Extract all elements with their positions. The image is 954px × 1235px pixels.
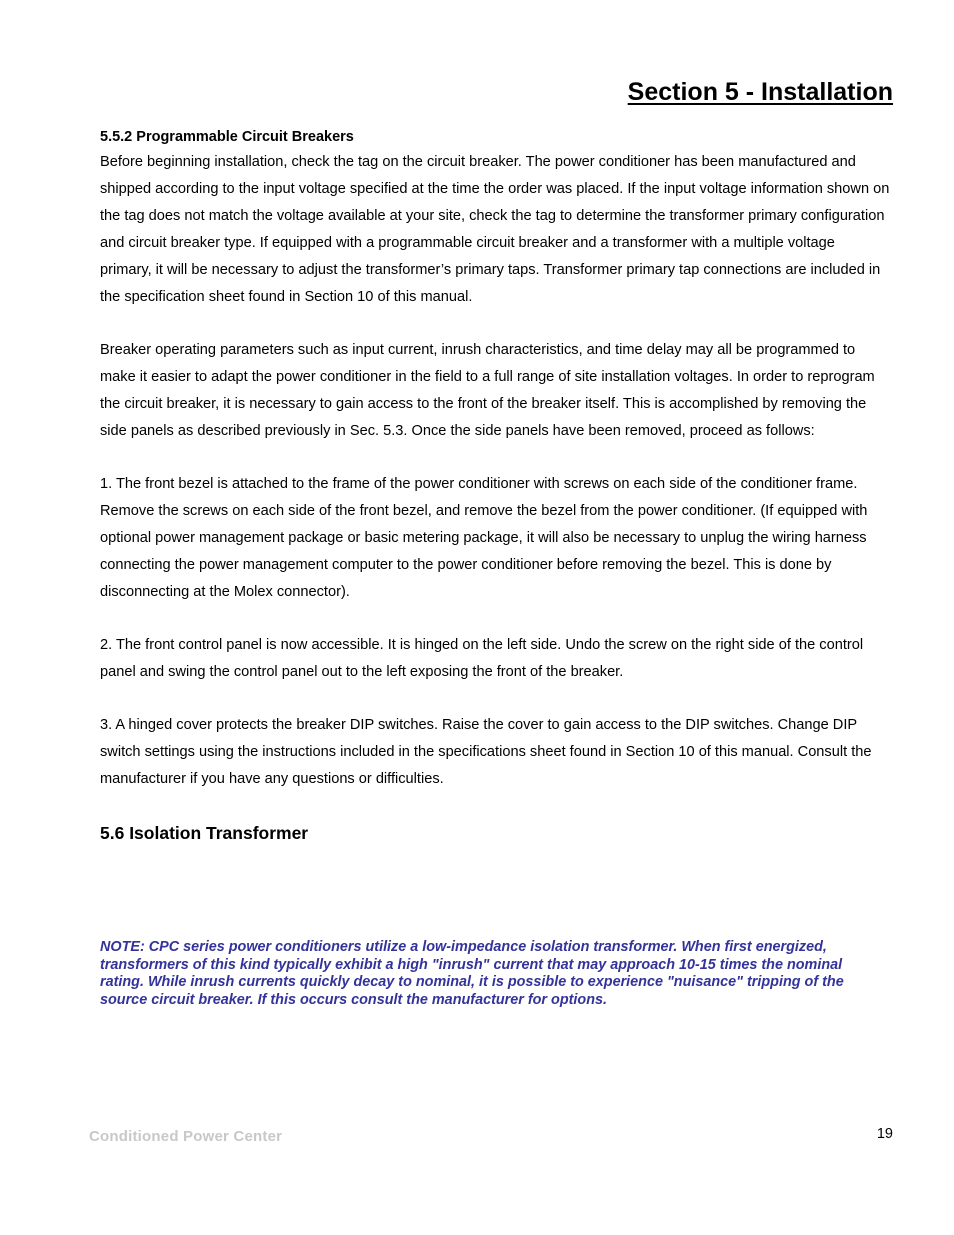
section-heading-56: 5.6 Isolation Transformer — [100, 823, 309, 843]
step-2-control-panel: 2. The front control panel is now accessible. It is hinged on the left side. Undo the screw on the right side of the control panel and swing the control panel out to the left exposing the front of the breaker. — [100, 637, 864, 680]
section-title: Section 5 - Installation — [627, 78, 893, 106]
paragraph-breaker-tag: Before beginning installation, check the tag on the circuit breaker. The power conditioner has been manufactured and shipped according to the input voltage specified at the time the order was placed. If the input voltage information shown on the tag does not match the voltage available at your site, check the tag to determine the transformer primary configuration and circuit breaker type. If equipped with a programmable circuit breaker and a transformer with a multiple voltage primary, it will be necessary to adjust the transformer’s primary taps. Transformer primary tap connections are included in the specification sheet found in Section 10 of this manual. — [100, 154, 890, 305]
step-1-front-bezel: 1. The front bezel is attached to the frame of the power conditioner with screws on each side of the conditioner frame. Remove the screws on each side of the front bezel, and remove the bezel from the power conditioner. (If equipped with optional power management package or basic metering package, it will also be necessary to unplug the wiring harness connecting the power management computer to the power conditioner before removing the bezel. This is done by disconnecting at the Molex connector). — [100, 476, 868, 600]
footer-product-name: Conditioned Power Center — [89, 1128, 283, 1145]
subsection-heading-552: 5.5.2 Programmable Circuit Breakers — [100, 129, 354, 145]
page-number: 19 — [876, 1126, 893, 1142]
main-content — [100, 125, 890, 847]
paragraph-breaker-parameters: Breaker operating parameters such as input current, inrush characteristics, and time delay may all be programmed to make it easier to adapt the power conditioner in the field to a full range of site installation voltages. In order to reprogram the circuit breaker, it is necessary to gain access to the front of the breaker itself. This is accomplished by removing the side panels as described previously in Sec. 5.3. Once the side panels have been removed, proceed as follows: — [100, 342, 875, 439]
step-3-dip-switches: 3. A hinged cover protects the breaker DIP switches. Raise the cover to gain access to the DIP switches. Change DIP switch settings using the instructions included in the specifications sheet found in Section 10 of this manual. Consult the manufacturer if you have any questions or difficulties. — [100, 717, 872, 787]
isolation-transformer-note: NOTE: CPC series power conditioners utilize a low-impedance isolation transformer. When first energized, transformers of this kind typically exhibit a high "inrush" current that may approach 10-15 times the nominal rating. While inrush currents quickly decay to nominal, it is possible to experience "nuisance" tripping of the source circuit breaker. If this occurs consult the manufacturer for options. — [100, 939, 844, 1008]
